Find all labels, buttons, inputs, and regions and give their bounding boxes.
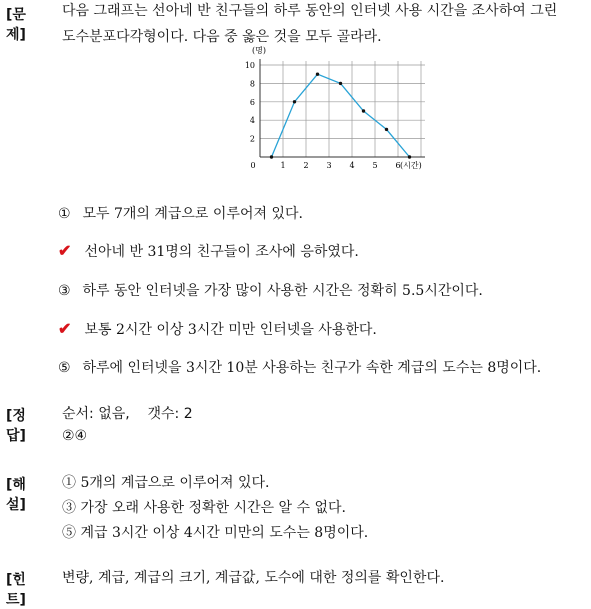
y-tick-label: 10: [244, 61, 255, 70]
hint-text: 변량, 계급, 계급의 크기, 계급값, 도수에 대한 정의를 확인한다.: [62, 570, 445, 586]
y-tick-label: 2: [249, 134, 255, 144]
x-tick-label: 6: [395, 161, 401, 170]
answer-label: [정답]: [6, 408, 26, 444]
option-3-mark: ③: [58, 283, 71, 299]
option-1[interactable]: [58, 204, 303, 224]
explanation-label: [해설]: [6, 477, 26, 513]
option-5[interactable]: [58, 358, 541, 378]
question-line-2: 도수분포다각형이다. 다음 중 옳은 것을 모두 골라라.: [62, 29, 382, 45]
data-point: [385, 128, 388, 131]
y-tick-label: 4: [249, 116, 255, 126]
data-point: [293, 100, 296, 103]
option-1-text: 모두 7개의 계급으로 이루어져 있다.: [82, 206, 303, 222]
chart-points: [270, 73, 411, 159]
chart-axes: [260, 59, 425, 157]
y-tick-label: 8: [249, 79, 255, 89]
x-tick-label: 3: [326, 161, 332, 170]
option-4[interactable]: [58, 319, 377, 340]
option-5-mark: ⑤: [58, 360, 71, 376]
option-3[interactable]: [58, 281, 483, 301]
data-point: [270, 155, 273, 158]
question-label: [문제]: [6, 7, 26, 43]
frequency-polygon-chart: [244, 45, 422, 170]
explanation-line-1: ① 5개의 계급으로 이루어져 있다.: [62, 475, 270, 491]
data-point: [339, 82, 342, 85]
explanation-line-3: ⑤ 계급 3시간 이상 4시간 미만의 도수는 8명이다.: [62, 525, 369, 541]
option-1-mark: ①: [58, 206, 71, 222]
option-3-text: 하루 동안 인터넷을 가장 많이 사용한 시간은 정확히 5.5시간이다.: [82, 283, 483, 299]
explanation-line-2: ③ 가장 오래 사용한 정확한 시간은 알 수 없다.: [62, 500, 346, 516]
x-tick-label: 0: [250, 161, 256, 170]
hint-label: [힌트]: [6, 572, 26, 608]
answer-line-1: 순서: 없음, 갯수: 2: [62, 406, 193, 422]
chart-tick-labels: [245, 61, 401, 170]
data-point: [316, 73, 319, 76]
option-2-text: 선아네 반 31명의 친구들이 조사에 응하였다.: [84, 244, 359, 260]
chart-grid: [260, 61, 425, 157]
option-2[interactable]: [58, 241, 359, 262]
x-tick-label: 4: [349, 161, 355, 170]
x-tick-label: 2: [303, 161, 309, 170]
chart-y-unit: (명): [252, 46, 266, 55]
y-tick-label: 6: [249, 97, 255, 107]
x-tick-label: 1: [280, 161, 286, 170]
data-point: [408, 155, 411, 158]
chart-x-unit: (시간): [400, 161, 422, 170]
checkmark-icon: ✔: [58, 319, 72, 338]
data-point: [362, 109, 365, 112]
answer-line-2: ②④: [62, 428, 88, 444]
option-4-text: 보통 2시간 이상 3시간 미만 인터넷을 사용한다.: [84, 322, 377, 338]
chart-series-line: [272, 74, 410, 157]
question-line-1: 다음 그래프는 선아네 반 친구들의 하루 동안의 인터넷 사용 시간을 조사하여 그린: [62, 3, 558, 19]
checkmark-icon: ✔: [58, 241, 72, 260]
x-tick-label: 5: [372, 161, 378, 170]
option-5-text: 하루에 인터넷을 3시간 10분 사용하는 친구가 속한 계급의 도수는 8명이다.: [82, 360, 542, 376]
